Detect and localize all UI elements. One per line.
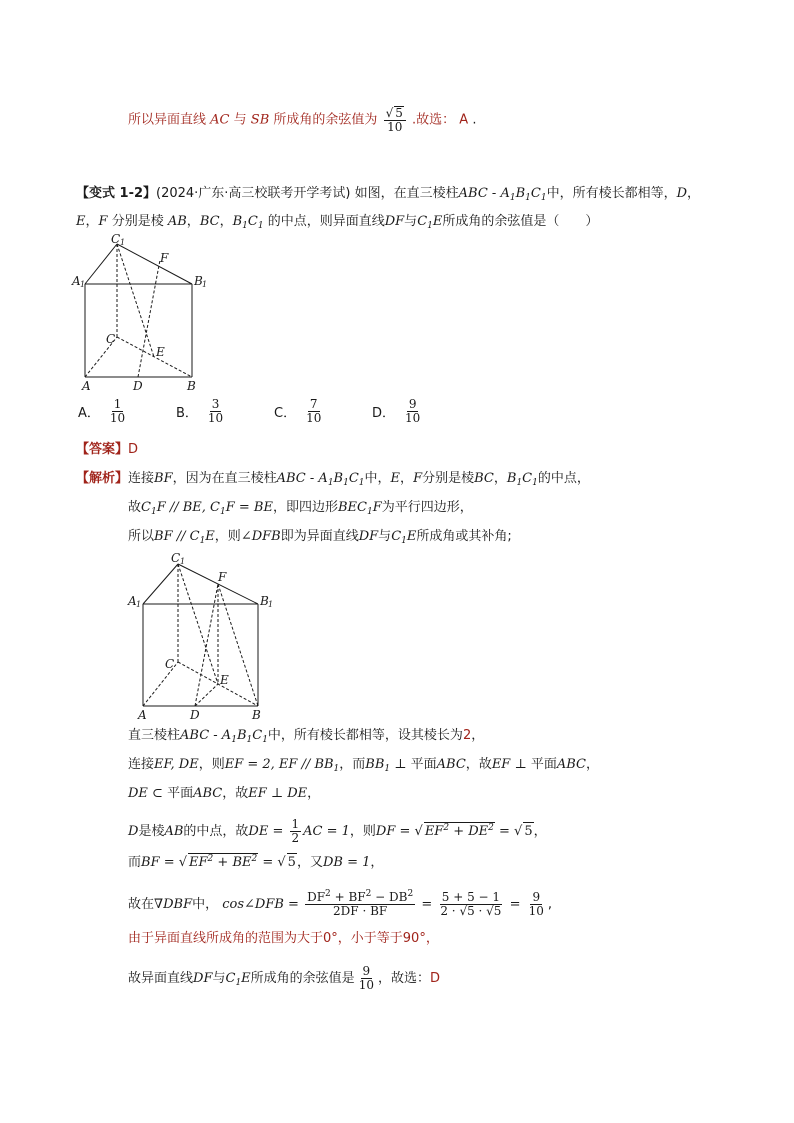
option-label: B．: [176, 406, 198, 421]
math: EF ⊥: [491, 757, 531, 772]
problem-line-1: [76, 185, 700, 203]
label-a1: A: [128, 594, 137, 608]
text: .: [472, 112, 477, 128]
fraction-denominator: 10: [387, 120, 403, 134]
analysis-line-5: [128, 756, 599, 774]
text: ，: [493, 471, 507, 486]
text: ，故选：: [377, 971, 430, 986]
cos-value-fraction: $\frac{√ 5}{10}$: [384, 106, 406, 134]
point-f: F: [98, 214, 108, 229]
text: ，: [307, 786, 321, 801]
math: BF = √ $EF^2 + BE^2$ = √ 5: [141, 854, 296, 870]
text: 是棱: [138, 824, 165, 839]
edge-ab: AB: [167, 214, 187, 229]
label-a1: A: [72, 274, 81, 288]
line-c1e: $C_1E$: [417, 214, 443, 231]
option-numerator: 1: [113, 397, 122, 411]
text: 所成角的余弦值是: [250, 971, 355, 986]
label-b1: B: [260, 594, 269, 608]
analysis-line-11: 故异面直线DF与$C_1E$所成角的余弦值是 $\frac{9}{10}$ ，故选：D: [128, 964, 440, 992]
text: 的中点，: [537, 471, 590, 486]
fraction-half: $\frac{1}{2}$: [291, 817, 300, 845]
edge-length: 2: [462, 728, 472, 743]
option-d[interactable]: [372, 398, 424, 425]
text: 连接: [128, 757, 155, 772]
label-d: D: [190, 708, 200, 722]
text: 与: [378, 529, 392, 544]
math: BF // $C_1E$: [154, 529, 215, 546]
text: ，: [400, 471, 414, 486]
math: =: [417, 897, 437, 912]
fraction-final: $\frac{9}{10}$: [358, 964, 374, 992]
svg-text:1: 1: [136, 600, 142, 609]
math: ABC: [193, 786, 223, 801]
label-e: E: [156, 345, 165, 359]
text: 所成角的余弦值为: [273, 112, 378, 128]
final-answer: D: [429, 971, 440, 986]
answer-letter: A: [459, 112, 469, 128]
text: 平面: [530, 757, 557, 772]
text: 中，: [192, 897, 219, 912]
text: 故异面直线: [128, 971, 194, 986]
point-d: D: [676, 186, 688, 201]
segment-df: [138, 260, 160, 377]
text: ，: [585, 757, 599, 772]
text: ，因为在直三棱柱: [172, 471, 277, 486]
answer-line: [76, 441, 138, 459]
text: 故在: [128, 897, 155, 912]
option-label: D．: [372, 406, 396, 421]
math: DB = 1: [322, 855, 371, 870]
math: $C_1E$: [225, 971, 251, 988]
text: ，又: [296, 855, 323, 870]
analysis-line-6: [128, 785, 320, 803]
option-numerator: 9: [408, 397, 417, 411]
svg-text:1: 1: [202, 280, 208, 289]
analysis-line-4: [128, 727, 484, 745]
answer-value: D: [128, 442, 139, 457]
analysis-line-7: [128, 818, 547, 845]
text: 与: [404, 214, 418, 229]
math: BC: [474, 471, 494, 486]
prism-name: ABC - $A_1B_1C_1$: [458, 186, 547, 203]
option-denominator: 10: [109, 411, 126, 425]
text: ，: [85, 214, 99, 229]
math: $B_1C_1$: [506, 471, 538, 488]
text: 所成角的余弦值是（ ）: [442, 214, 599, 229]
label-b1: B: [194, 274, 203, 288]
math: E: [390, 471, 401, 486]
analysis-line-8: [128, 853, 383, 872]
math: EF = 2, EF // $BB_1$: [224, 757, 340, 774]
label-c: C: [106, 332, 116, 346]
edge-a1c1: [85, 244, 117, 284]
text: 分别是棱: [111, 214, 164, 229]
text: 所成角或其补角;: [416, 529, 512, 544]
edge-bc: BC: [199, 214, 220, 229]
svg-text:1: 1: [268, 600, 274, 609]
label-a: A: [138, 708, 147, 722]
prism-figure-1: [70, 232, 220, 397]
text: 平面: [410, 757, 437, 772]
text: ，: [533, 824, 547, 839]
math: ABC: [436, 757, 466, 772]
analysis-line-3: [128, 528, 512, 546]
label-e: E: [220, 673, 229, 687]
svg-text:1: 1: [80, 280, 86, 289]
text: 所以异面直线: [128, 112, 207, 128]
math: $C_1F$ // BE, $C_1F$ = BE: [141, 500, 273, 517]
math: cos∠DFB =: [218, 897, 304, 912]
prism-name: ABC - $A_1B_1C_1$: [276, 471, 365, 488]
math: AC = 1: [303, 824, 350, 839]
problem-source: (2024·广东·高三校联考开学考试): [156, 186, 351, 201]
answer-tag: 【答案】: [76, 442, 129, 457]
text: 故: [128, 500, 142, 515]
label-c1: C: [111, 232, 121, 246]
math-ac: AC: [210, 112, 230, 128]
text: .故选：: [412, 112, 456, 128]
previous-conclusion-line: [128, 106, 476, 134]
analysis-tag: 【解析】: [76, 471, 129, 486]
fraction-values: $\frac{5 + 5 - 1}{2 \cdot √5 \cdot √5}$: [440, 890, 502, 918]
edge-cb: [117, 337, 192, 377]
option-denominator: 10: [405, 411, 421, 425]
text: 而: [128, 855, 142, 870]
text: 平面: [167, 786, 194, 801]
text: 中，: [364, 471, 391, 486]
svg-text:1: 1: [120, 238, 126, 247]
line-df: DF: [384, 214, 405, 229]
math: =: [505, 897, 525, 912]
problem-line-2: E，F 分别是棱 AB，BC，$B_1C_1$ 的中点，则异面直线DF与$C_1E$所成角的余弦值是（ ）: [76, 214, 599, 231]
math: BF: [154, 471, 173, 486]
text: ，即四边形: [272, 500, 338, 515]
text: ，: [471, 728, 485, 743]
text: 与: [233, 112, 247, 128]
math: EF ⊥ DE: [248, 786, 308, 801]
math: $C_1E$: [391, 529, 417, 546]
text: 为平行四边形，: [381, 500, 473, 515]
analysis-line-9: 故在∇DBF中， cos∠DFB = $\frac{DF^2 + BF^2 - DB^2}{2DF \cdot BF}$ = $\frac{5 + 5 - 1}{2 \cdot √5 \cdot √5}$ = $\frac{9}{10}$ ,: [128, 889, 553, 918]
problem-tag: 【变式 1-2】: [76, 186, 157, 201]
text: 由于异面直线所成角的范围为大于0°，小于等于90°，: [128, 931, 439, 946]
text: ，则: [198, 757, 225, 772]
math: DE ⊂: [128, 786, 168, 801]
text: 中，所有棱长都相等，设其棱长为: [267, 728, 463, 743]
prism-figure-2: [124, 548, 284, 723]
text: ，则: [349, 824, 376, 839]
option-numerator: 3: [211, 397, 220, 411]
math: AB: [164, 824, 184, 839]
fraction-cosine-law: $\frac{DF^2 + BF^2 - DB^2}{2DF \cdot BF}$: [307, 889, 414, 918]
option-b[interactable]: [176, 398, 227, 425]
math: ABC: [556, 757, 586, 772]
math: ∇DBF: [154, 897, 193, 912]
edge-b1c1: $B_1C_1$: [232, 214, 264, 231]
math: DF: [358, 529, 379, 544]
label-a: A: [82, 379, 91, 393]
math: $BB_1$ ⊥: [365, 757, 411, 774]
label-b: B: [187, 379, 196, 393]
math: DF = √ $EF^2 + DE^2$ = √ 5: [375, 823, 533, 839]
text: 的中点，则异面直线: [267, 214, 385, 229]
text: ，故: [222, 786, 249, 801]
option-label: C．: [274, 406, 297, 421]
fraction-numerator: 5: [395, 106, 403, 120]
text: ，而: [339, 757, 366, 772]
analysis-line-2: [128, 499, 473, 517]
fraction-result: $\frac{9}{10}$: [528, 890, 544, 918]
label-b: B: [252, 708, 261, 722]
math: $BEC_1F$: [338, 500, 382, 517]
label-f: F: [160, 251, 169, 265]
text: 即为异面直线: [280, 529, 359, 544]
math: EF, DE: [154, 757, 199, 772]
math-sb: SB: [250, 112, 270, 128]
svg-text:1: 1: [180, 557, 186, 566]
label-d: D: [133, 379, 143, 393]
option-numerator: 7: [309, 397, 318, 411]
text: 如图，在直三棱柱: [354, 186, 459, 201]
option-denominator: 10: [207, 411, 224, 425]
label-f: F: [218, 570, 227, 584]
label-c: C: [165, 657, 175, 671]
text: ，故: [465, 757, 492, 772]
option-label: A．: [78, 406, 100, 421]
point-e: E: [76, 214, 86, 229]
option-denominator: 10: [306, 411, 322, 425]
math: ABC - $A_1B_1C_1$: [180, 728, 268, 745]
option-c[interactable]: [274, 398, 325, 425]
analysis-line-10: [128, 930, 439, 948]
label-c1: C: [171, 551, 181, 565]
math: F: [413, 471, 423, 486]
text: 中，所有棱长都相等，: [546, 186, 677, 201]
text: 的中点，故: [183, 824, 249, 839]
math: DF: [193, 971, 213, 986]
math: ∠DFB: [240, 529, 281, 544]
option-a[interactable]: [78, 398, 129, 425]
analysis-line-1: [76, 470, 590, 488]
text: ，则: [214, 529, 241, 544]
text: ，: [370, 855, 384, 870]
text: 所以: [128, 529, 155, 544]
text: 分别是棱: [422, 471, 475, 486]
math: DE =: [248, 824, 288, 839]
text: ，: [687, 186, 701, 201]
math: D: [128, 824, 139, 839]
text: 直三棱柱: [128, 728, 181, 743]
text: 连接: [128, 471, 155, 486]
